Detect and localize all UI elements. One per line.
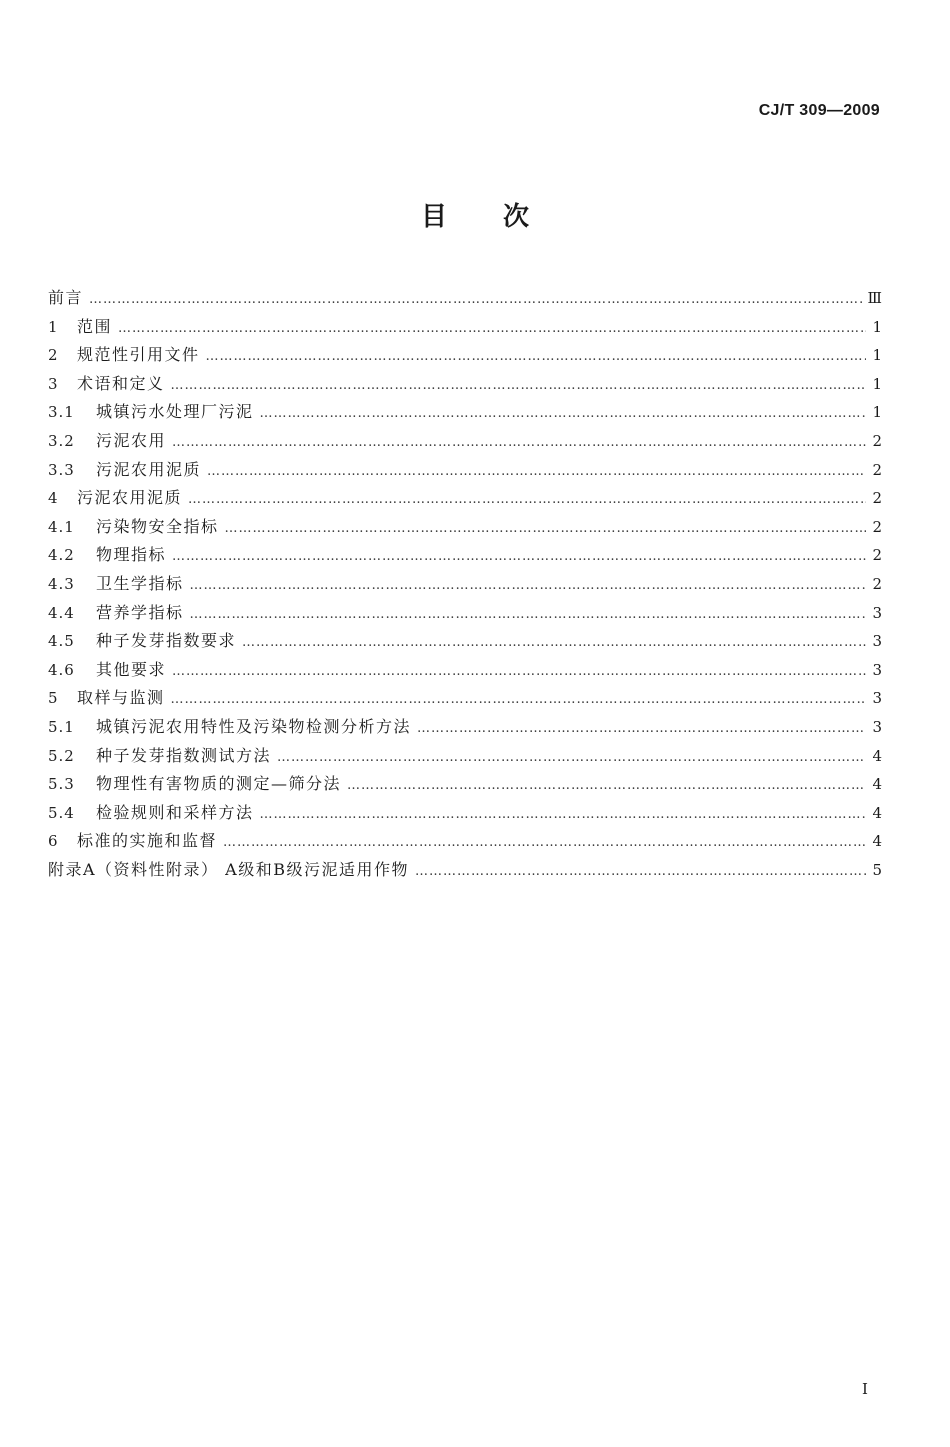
toc-entry[interactable] — [48, 314, 882, 343]
toc-entry-number: 3.2 — [48, 431, 75, 450]
toc-leader-dots — [277, 750, 866, 765]
page-number: I — [862, 1380, 868, 1398]
toc-entry-page: 3 — [872, 603, 882, 622]
toc-entry-label: 范围 — [77, 316, 113, 336]
toc-entry-page: 1 — [872, 346, 882, 365]
toc-leader-dots — [242, 635, 866, 650]
toc-leader-dots — [171, 378, 866, 393]
toc-entry[interactable] — [48, 542, 882, 571]
toc-entry-label: 城镇污泥农用特性及污染物检测分析方法 — [96, 716, 412, 736]
toc-entry-number: 4.4 — [48, 603, 75, 622]
toc-entry-label: 标准的实施和监督 — [77, 831, 218, 851]
toc-entry-page: 2 — [872, 431, 882, 450]
toc-entry-page: 1 — [872, 317, 882, 336]
toc-entry-number: 4.2 — [48, 546, 75, 565]
toc-entry-page: 4 — [872, 832, 882, 851]
toc-entry-number: 5.3 — [48, 775, 75, 794]
toc-entry-page: 2 — [872, 460, 882, 479]
toc-entry-label: 物理性有害物质的测定—筛分法 — [96, 774, 342, 794]
toc-entry[interactable] — [48, 828, 882, 857]
toc-entry[interactable] — [48, 399, 882, 428]
toc-leader-dots — [207, 464, 866, 479]
table-of-contents — [48, 285, 882, 885]
toc-entry-label: 取样与监测 — [77, 688, 165, 708]
toc-leader-dots — [260, 807, 866, 822]
toc-entry-number: 3 — [48, 374, 58, 393]
toc-leader-dots — [223, 835, 866, 850]
toc-entry-label: 污泥农用泥质 — [77, 488, 183, 508]
page-title: 目次 — [420, 202, 585, 232]
toc-leader-dots — [172, 549, 866, 564]
toc-entry-label: 营养学指标 — [96, 602, 184, 622]
toc-entry[interactable] — [48, 485, 882, 514]
toc-entry-number: 5.4 — [48, 803, 75, 822]
toc-leader-dots — [347, 778, 866, 793]
toc-leader-dots — [260, 406, 866, 421]
toc-leader-dots — [206, 349, 866, 364]
toc-entry-label: 污泥农用泥质 — [96, 459, 202, 479]
toc-entry-page: Ⅲ — [867, 289, 882, 307]
toc-leader-dots — [190, 607, 866, 622]
toc-entry-number: 5 — [48, 689, 58, 708]
toc-entry[interactable] — [48, 428, 882, 457]
toc-leader-dots — [417, 721, 866, 736]
toc-entry-label: 检验规则和采样方法 — [96, 802, 254, 822]
toc-entry[interactable] — [48, 514, 882, 543]
toc-entry[interactable] — [48, 600, 882, 629]
standard-code: CJ/T 309—2009 — [758, 102, 880, 119]
toc-entry[interactable] — [48, 743, 882, 772]
toc-leader-dots — [415, 864, 866, 879]
toc-entry[interactable] — [48, 771, 882, 800]
toc-entry-label: 术语和定义 — [77, 373, 165, 393]
toc-entry-page: 3 — [872, 717, 882, 736]
toc-entry-number: 4.6 — [48, 660, 75, 679]
toc-leader-dots — [171, 692, 866, 707]
toc-entry-page: 2 — [872, 546, 882, 565]
toc-entry[interactable] — [48, 657, 882, 686]
toc-entry-number: 4.3 — [48, 574, 75, 593]
toc-entry-number: 1 — [48, 317, 58, 336]
toc-entry-label: 物理指标 — [96, 545, 167, 565]
toc-entry-page: 2 — [872, 574, 882, 593]
toc-entry-number: 4 — [48, 489, 58, 508]
toc-leader-dots — [172, 435, 866, 450]
toc-entry-page: 5 — [872, 860, 882, 879]
toc-entry-number: 2 — [48, 346, 58, 365]
toc-entry-number: 3.1 — [48, 403, 75, 422]
toc-entry-page: 3 — [872, 689, 882, 708]
toc-leader-dots — [188, 492, 866, 507]
toc-entry[interactable] — [48, 714, 882, 743]
toc-entry-number: 5.2 — [48, 746, 75, 765]
toc-entry-label: 种子发芽指数要求 — [96, 631, 237, 651]
toc-entry-label: 其他要求 — [96, 659, 167, 679]
toc-entry-page: 3 — [872, 632, 882, 651]
toc-entry[interactable] — [48, 857, 882, 886]
toc-entry[interactable] — [48, 571, 882, 600]
toc-entry-label: 城镇污水处理厂污泥 — [96, 402, 254, 422]
toc-entry-label: 卫生学指标 — [96, 573, 184, 593]
toc-entry-number: 6 — [48, 832, 58, 851]
toc-entry[interactable] — [48, 457, 882, 486]
toc-entry-page: 1 — [872, 403, 882, 422]
toc-entry-page: 4 — [872, 746, 882, 765]
toc-entry[interactable] — [48, 800, 882, 829]
toc-entry[interactable] — [48, 685, 882, 714]
toc-entry-page: 1 — [872, 374, 882, 393]
toc-entry-page: 2 — [872, 489, 882, 508]
toc-entry-number: 4.1 — [48, 517, 75, 536]
toc-entry[interactable] — [48, 628, 882, 657]
toc-entry-page: 4 — [872, 803, 882, 822]
toc-entry[interactable] — [48, 342, 882, 371]
toc-entry-number: 5.1 — [48, 717, 75, 736]
toc-entry-label: 附录A（资料性附录） A级和B级污泥适用作物 — [48, 859, 409, 879]
toc-entry-page: 3 — [872, 660, 882, 679]
toc-entry-label: 污泥农用 — [96, 430, 167, 450]
toc-leader-dots — [225, 521, 866, 536]
toc-leader-dots — [172, 664, 866, 679]
toc-entry-page: 4 — [872, 775, 882, 794]
toc-entry[interactable] — [48, 371, 882, 400]
toc-leader-dots — [190, 578, 866, 593]
toc-leader-dots — [89, 292, 862, 307]
toc-entry-number: 3.3 — [48, 460, 75, 479]
toc-leader-dots — [118, 321, 866, 336]
toc-entry-number: 4.5 — [48, 632, 75, 651]
toc-entry-label: 规范性引用文件 — [77, 345, 200, 365]
toc-entry-label: 种子发芽指数测试方法 — [96, 745, 272, 765]
toc-entry-label: 前言 — [48, 288, 84, 307]
toc-entry-page: 2 — [872, 517, 882, 536]
toc-entry[interactable] — [48, 285, 882, 314]
toc-entry-label: 污染物安全指标 — [96, 516, 219, 536]
